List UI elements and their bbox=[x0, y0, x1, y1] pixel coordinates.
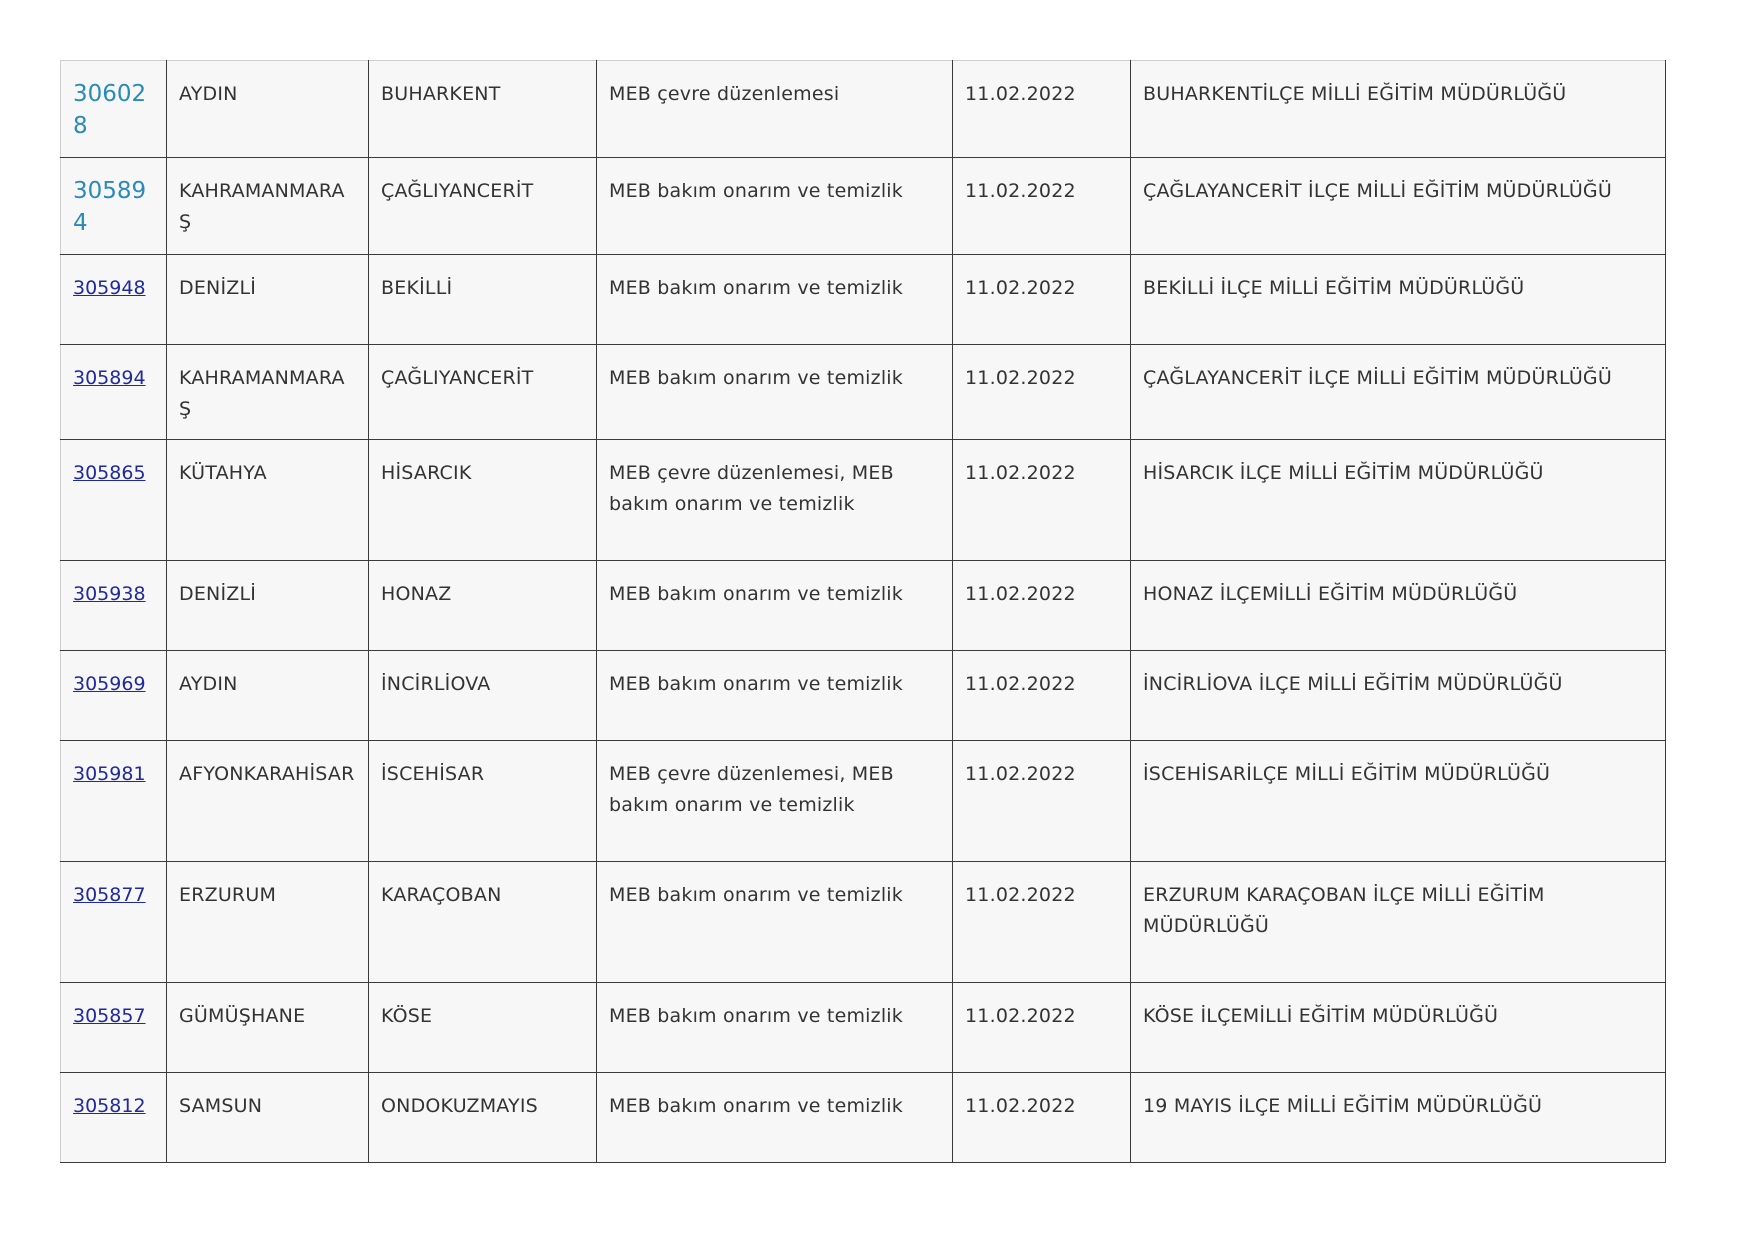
date-cell: 11.02.2022 bbox=[953, 158, 1131, 255]
record-id-link[interactable]: 305981 bbox=[73, 763, 146, 785]
work-description-cell: MEB bakım onarım ve temizlik bbox=[597, 561, 953, 651]
work-description-cell: MEB çevre düzenlemesi, MEB bakım onarım ve temizlik bbox=[597, 741, 953, 862]
district-cell: İSCEHİSAR bbox=[369, 741, 597, 862]
record-id-cell bbox=[61, 440, 167, 561]
records-table bbox=[60, 60, 1666, 1163]
record-id-cell bbox=[61, 345, 167, 440]
table-row bbox=[61, 345, 1666, 440]
district-cell: BEKİLLİ bbox=[369, 255, 597, 345]
institution-cell: BEKİLLİ İLÇE MİLLİ EĞİTİM MÜDÜRLÜĞÜ bbox=[1131, 255, 1666, 345]
work-description-cell: MEB bakım onarım ve temizlik bbox=[597, 651, 953, 741]
district-cell: HONAZ bbox=[369, 561, 597, 651]
district-cell: BUHARKENT bbox=[369, 61, 597, 158]
record-id-link[interactable]: 305894 bbox=[73, 367, 146, 389]
province-cell: ERZURUM bbox=[167, 862, 369, 983]
institution-cell: KÖSE İLÇEMİLLİ EĞİTİM MÜDÜRLÜĞÜ bbox=[1131, 983, 1666, 1073]
institution-cell: HONAZ İLÇEMİLLİ EĞİTİM MÜDÜRLÜĞÜ bbox=[1131, 561, 1666, 651]
district-cell: HİSARCIK bbox=[369, 440, 597, 561]
district-cell: ÇAĞLIYANCERİT bbox=[369, 158, 597, 255]
table-row bbox=[61, 561, 1666, 651]
record-id-link[interactable]: 305938 bbox=[73, 583, 146, 605]
work-description-cell: MEB çevre düzenlemesi, MEB bakım onarım ve temizlik bbox=[597, 440, 953, 561]
date-cell: 11.02.2022 bbox=[953, 651, 1131, 741]
table-row bbox=[61, 741, 1666, 862]
date-cell: 11.02.2022 bbox=[953, 862, 1131, 983]
province-cell: DENİZLİ bbox=[167, 255, 369, 345]
record-id-cell bbox=[61, 983, 167, 1073]
province-cell: SAMSUN bbox=[167, 1073, 369, 1163]
province-cell: GÜMÜŞHANE bbox=[167, 983, 369, 1073]
work-description-cell: MEB bakım onarım ve temizlik bbox=[597, 862, 953, 983]
work-description-cell: MEB bakım onarım ve temizlik bbox=[597, 1073, 953, 1163]
province-cell: AFYONKARAHİSAR bbox=[167, 741, 369, 862]
record-id-cell bbox=[61, 561, 167, 651]
institution-cell: 19 MAYIS İLÇE MİLLİ EĞİTİM MÜDÜRLÜĞÜ bbox=[1131, 1073, 1666, 1163]
record-id-link[interactable]: 305948 bbox=[73, 277, 146, 299]
records-body bbox=[61, 61, 1666, 1163]
province-cell: DENİZLİ bbox=[167, 561, 369, 651]
district-cell: ONDOKUZMAYIS bbox=[369, 1073, 597, 1163]
table-row bbox=[61, 983, 1666, 1073]
institution-cell: ÇAĞLAYANCERİT İLÇE MİLLİ EĞİTİM MÜDÜRLÜĞÜ bbox=[1131, 158, 1666, 255]
work-description-cell: MEB bakım onarım ve temizlik bbox=[597, 345, 953, 440]
record-id-cell bbox=[61, 255, 167, 345]
province-cell: AYDIN bbox=[167, 651, 369, 741]
institution-cell: BUHARKENTİLÇE MİLLİ EĞİTİM MÜDÜRLÜĞÜ bbox=[1131, 61, 1666, 158]
work-description-cell: MEB bakım onarım ve temizlik bbox=[597, 255, 953, 345]
institution-cell: HİSARCIK İLÇE MİLLİ EĞİTİM MÜDÜRLÜĞÜ bbox=[1131, 440, 1666, 561]
province-cell: AYDIN bbox=[167, 61, 369, 158]
date-cell: 11.02.2022 bbox=[953, 1073, 1131, 1163]
table-row bbox=[61, 255, 1666, 345]
date-cell: 11.02.2022 bbox=[953, 255, 1131, 345]
table-row bbox=[61, 1073, 1666, 1163]
record-id-link[interactable]: 305812 bbox=[73, 1095, 146, 1117]
province-cell: KÜTAHYA bbox=[167, 440, 369, 561]
work-description-cell: MEB çevre düzenlemesi bbox=[597, 61, 953, 158]
record-id-link[interactable]: 305877 bbox=[73, 884, 146, 906]
table-row bbox=[61, 651, 1666, 741]
table-row bbox=[61, 61, 1666, 158]
date-cell: 11.02.2022 bbox=[953, 561, 1131, 651]
record-id-link[interactable]: 305857 bbox=[73, 1005, 146, 1027]
work-description-cell: MEB bakım onarım ve temizlik bbox=[597, 158, 953, 255]
district-cell: ÇAĞLIYANCERİT bbox=[369, 345, 597, 440]
record-id-link[interactable]: 305894 bbox=[73, 178, 147, 236]
table-row bbox=[61, 158, 1666, 255]
district-cell: KÖSE bbox=[369, 983, 597, 1073]
record-id-cell bbox=[61, 862, 167, 983]
district-cell: İNCİRLİOVA bbox=[369, 651, 597, 741]
record-id-cell bbox=[61, 1073, 167, 1163]
province-cell: KAHRAMANMARAŞ bbox=[167, 158, 369, 255]
institution-cell: ÇAĞLAYANCERİT İLÇE MİLLİ EĞİTİM MÜDÜRLÜĞÜ bbox=[1131, 345, 1666, 440]
record-id-link[interactable]: 305969 bbox=[73, 673, 146, 695]
institution-cell: İNCİRLİOVA İLÇE MİLLİ EĞİTİM MÜDÜRLÜĞÜ bbox=[1131, 651, 1666, 741]
record-id-link[interactable]: 305865 bbox=[73, 462, 146, 484]
work-description-cell: MEB bakım onarım ve temizlik bbox=[597, 983, 953, 1073]
record-id-cell bbox=[61, 61, 167, 158]
date-cell: 11.02.2022 bbox=[953, 983, 1131, 1073]
record-id-link[interactable]: 306028 bbox=[73, 81, 147, 139]
institution-cell: ERZURUM KARAÇOBAN İLÇE MİLLİ EĞİTİM MÜDÜRLÜĞÜ bbox=[1131, 862, 1666, 983]
date-cell: 11.02.2022 bbox=[953, 61, 1131, 158]
date-cell: 11.02.2022 bbox=[953, 440, 1131, 561]
record-id-cell bbox=[61, 741, 167, 862]
date-cell: 11.02.2022 bbox=[953, 741, 1131, 862]
date-cell: 11.02.2022 bbox=[953, 345, 1131, 440]
institution-cell: İSCEHİSARİLÇE MİLLİ EĞİTİM MÜDÜRLÜĞÜ bbox=[1131, 741, 1666, 862]
record-id-cell bbox=[61, 651, 167, 741]
table-row bbox=[61, 440, 1666, 561]
table-row bbox=[61, 862, 1666, 983]
district-cell: KARAÇOBAN bbox=[369, 862, 597, 983]
record-id-cell bbox=[61, 158, 167, 255]
province-cell: KAHRAMANMARAŞ bbox=[167, 345, 369, 440]
